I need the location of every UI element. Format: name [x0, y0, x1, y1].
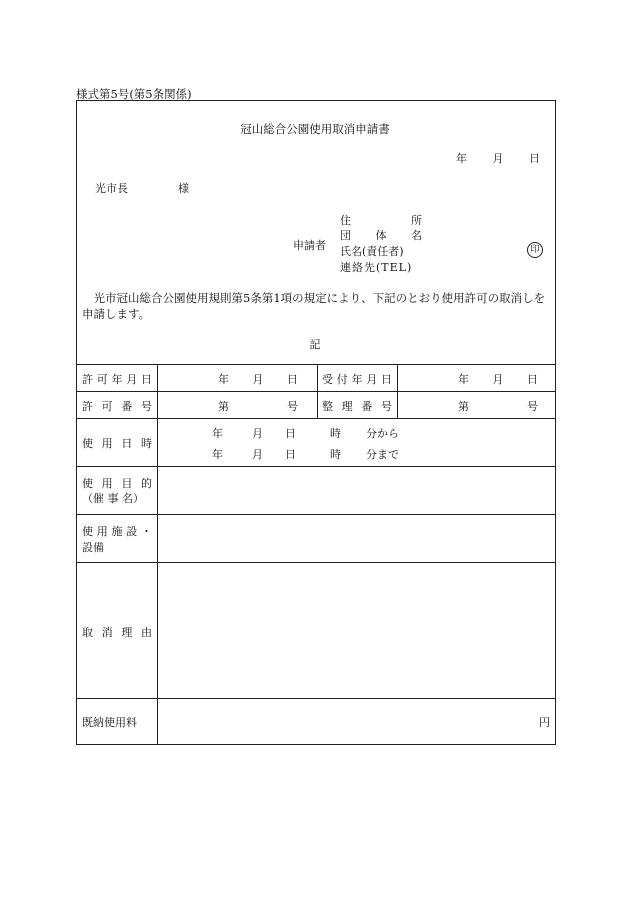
applicant-organization-field[interactable]: [340, 227, 422, 243]
table-row-divider: [76, 418, 556, 419]
use-datetime-to-field[interactable]: 年 月 日 時 分まで: [212, 448, 399, 461]
reference-number-field[interactable]: 第 号: [458, 400, 538, 413]
permit-date-label: 許 可 年 月 日: [82, 373, 152, 386]
date-day-label: 日: [529, 152, 540, 165]
event-name-label: （催 事 名）: [82, 492, 144, 505]
addressee-suffix: 様: [178, 182, 189, 195]
use-datetime-label: 使 用 日 時: [82, 437, 152, 450]
application-statement: 光市冠山総合公園使用規則第5条第1項の規定により、下記のとおり使用許可の取消しを申請します。: [82, 291, 546, 321]
applicant-address-field[interactable]: [340, 212, 422, 228]
table-top-border: [76, 364, 556, 365]
facility-field[interactable]: [160, 516, 554, 560]
fee-unit-label: 円: [539, 716, 550, 729]
purpose-label: 使 用 目 的: [82, 477, 152, 490]
table-row-divider: [76, 466, 556, 467]
applicant-organization-label-char: 団: [340, 229, 351, 242]
document-title: 冠山総合公園使用取消申請書: [240, 122, 390, 136]
receipt-date-label: 受 付 年 月 日: [322, 373, 392, 386]
applicant-organization-label-char: 体: [375, 229, 387, 242]
table-row-divider: [76, 391, 556, 392]
permit-number-label: 許 可 番 号: [82, 400, 152, 413]
applicant-contact-field[interactable]: 連絡先(TEL): [340, 261, 413, 274]
table-column-divider: [317, 364, 318, 418]
date-month-label: 月: [492, 152, 504, 165]
receipt-date-field[interactable]: 年 月 日: [458, 373, 538, 386]
date-year-label: 年: [456, 152, 467, 165]
permit-number-field[interactable]: 第 号: [218, 400, 298, 413]
paid-fee-field[interactable]: [160, 700, 554, 743]
facility-label: 使 用 施 設 ・: [82, 525, 152, 538]
applicant-name-field[interactable]: 氏名(責任者): [340, 245, 404, 258]
table-row-divider: [76, 562, 556, 563]
addressee: 光市長: [95, 182, 128, 195]
permit-date-field[interactable]: 年 月 日: [218, 373, 298, 386]
applicant-label: 申請者: [293, 239, 326, 252]
reference-number-label: 整 理 番 号: [322, 400, 392, 413]
table-column-divider: [397, 364, 398, 418]
paid-fee-label: 既納使用料: [82, 716, 137, 729]
table-row-divider: [76, 514, 556, 515]
ki-note-heading: 記: [309, 338, 321, 351]
seal-mark: 印: [527, 242, 543, 258]
applicant-address-label-char: 住: [340, 214, 351, 227]
equipment-label: 設備: [82, 541, 104, 554]
purpose-field[interactable]: [160, 468, 554, 512]
document-date[interactable]: [456, 150, 540, 166]
use-datetime-from-field[interactable]: 年 月 日 時 分から: [212, 427, 399, 440]
applicant-organization-label-char: 名: [411, 229, 422, 242]
table-label-column-divider: [157, 364, 158, 745]
cancellation-reason-field[interactable]: [160, 564, 554, 696]
cancellation-reason-label: 取 消 理 由: [82, 626, 152, 639]
form-number: 様式第5号(第5条関係): [76, 87, 192, 101]
table-row-divider: [76, 698, 556, 699]
applicant-address-label-char: 所: [411, 214, 422, 227]
